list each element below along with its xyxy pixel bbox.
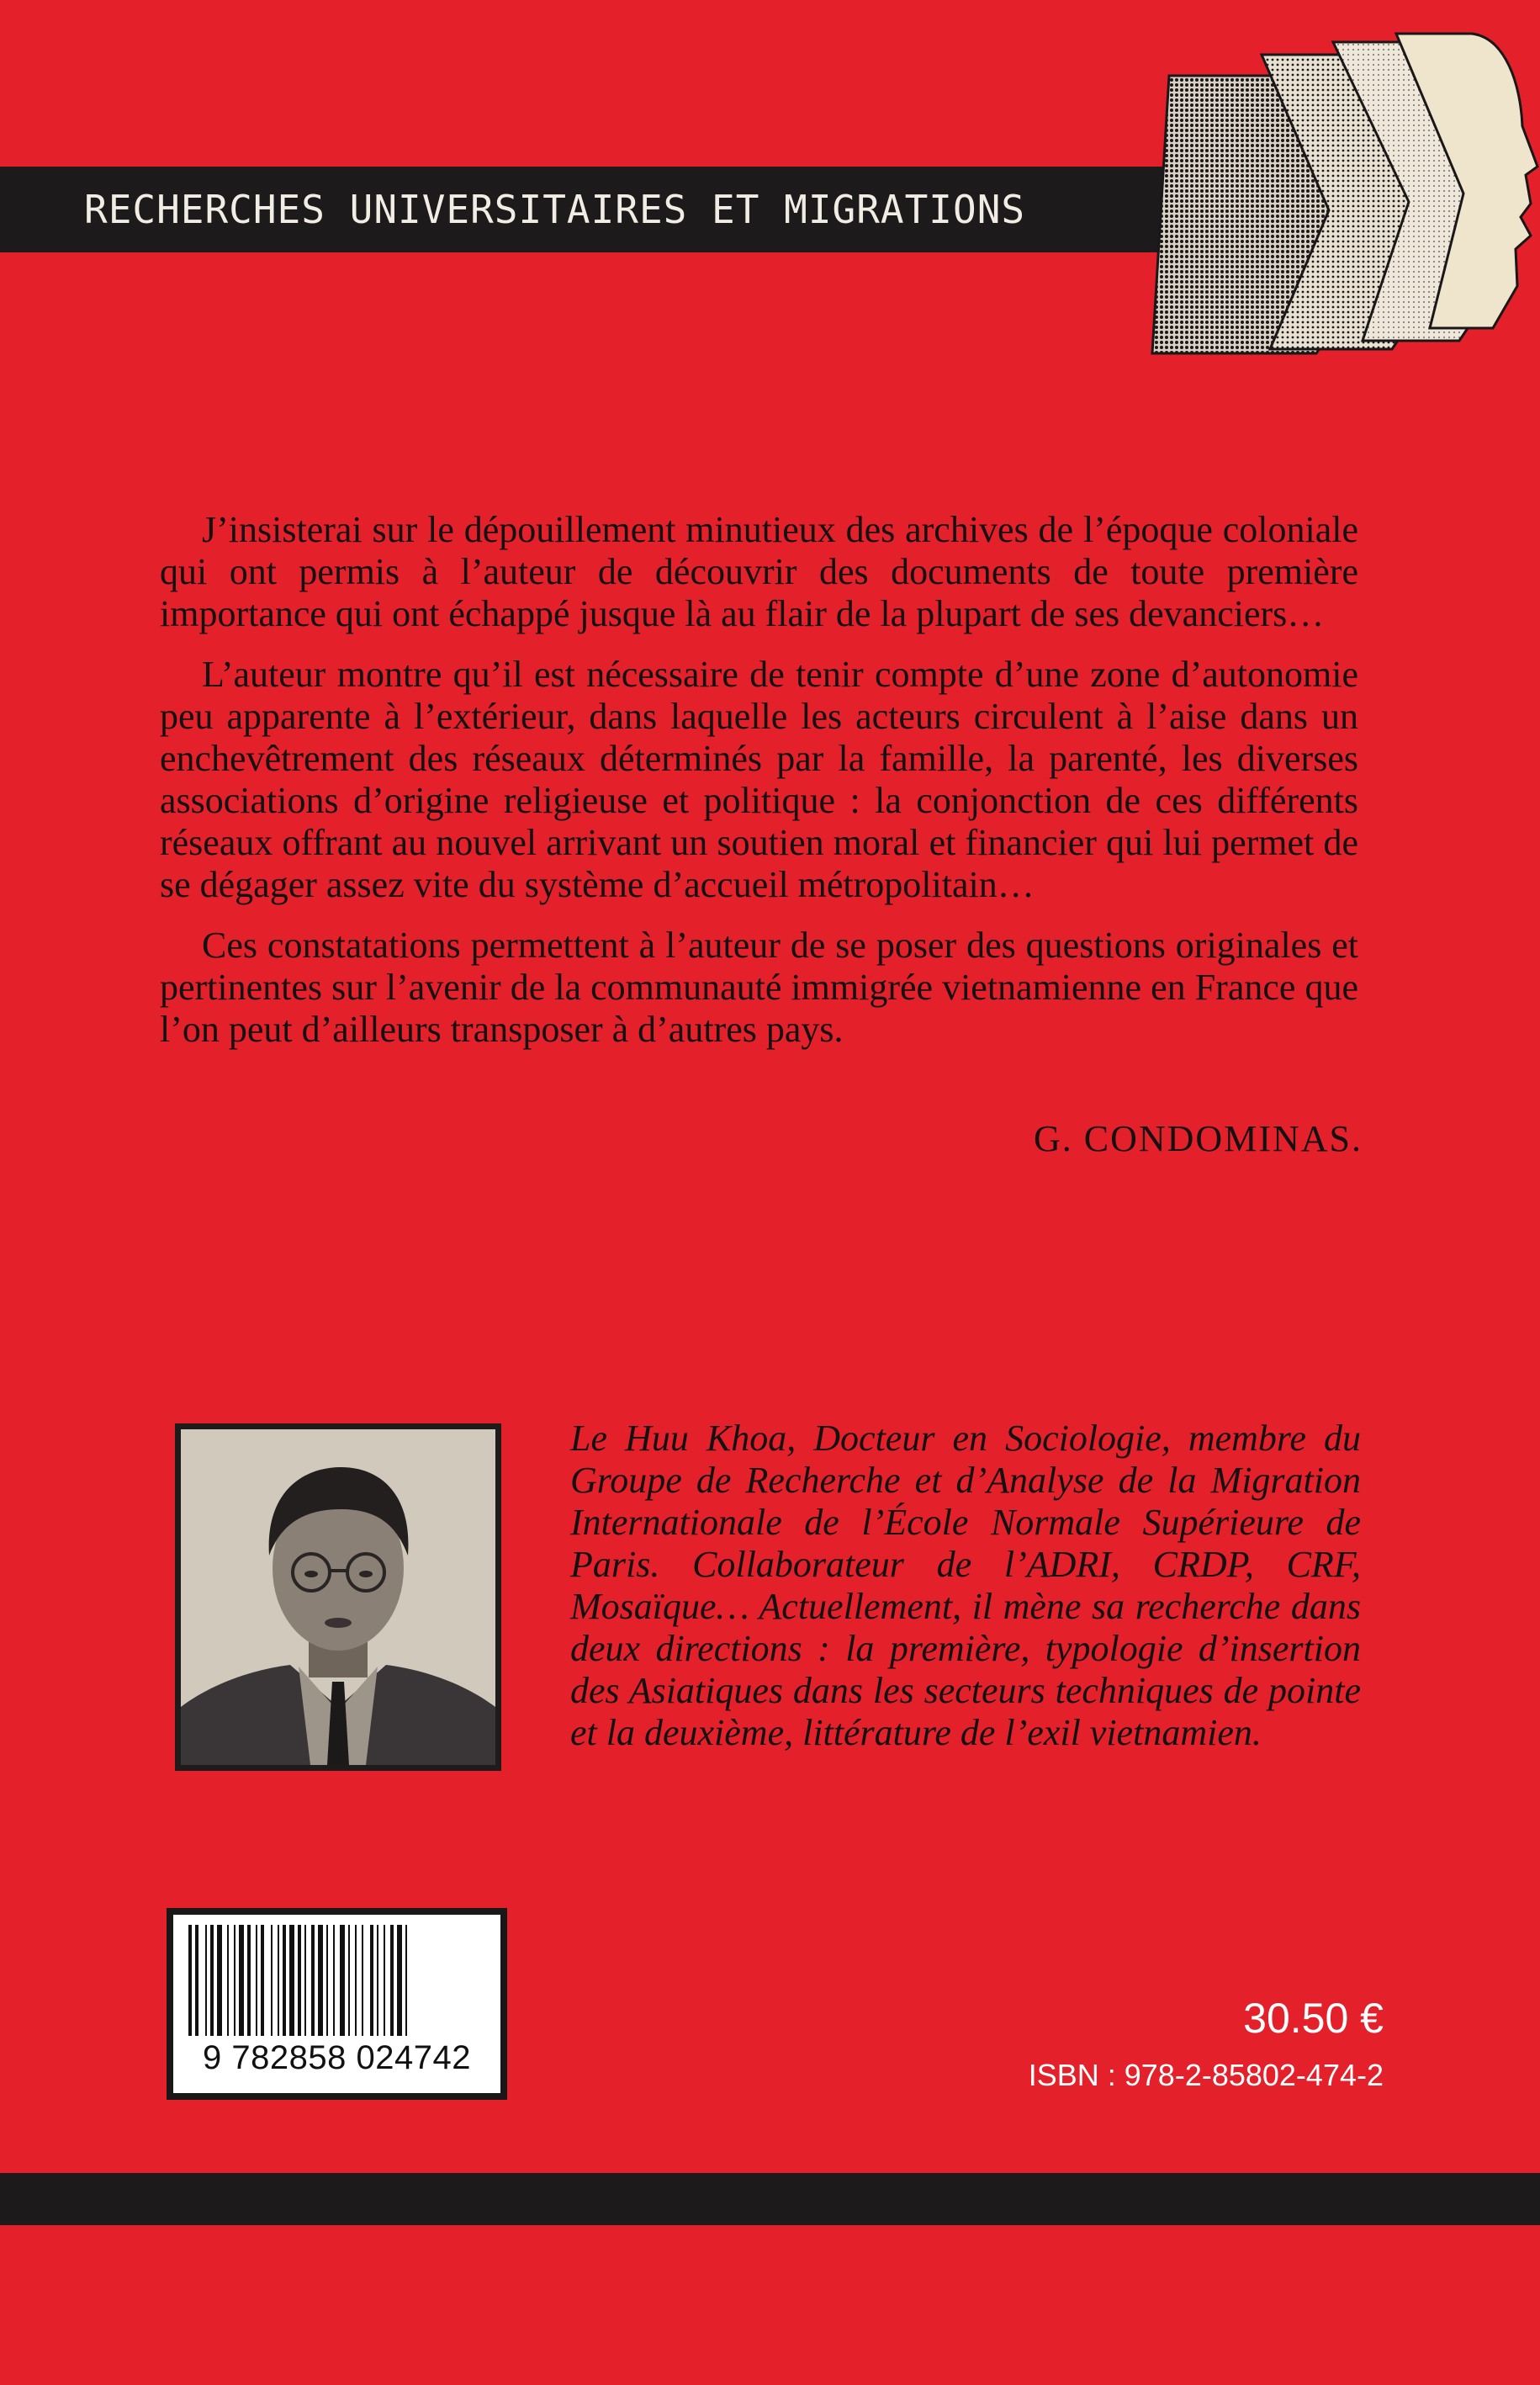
bottom-band [0,2173,1540,2225]
blurb-signature: G. CONDOMINAS. [1033,1118,1363,1159]
author-portrait-image [181,1429,495,1765]
barcode [167,1908,507,2100]
barcode-label [173,1915,500,2093]
isbn: ISBN : 978-2-85802-474-2 [1028,2058,1384,2092]
barcode-digits: 9 782858 024742 [203,2039,471,2076]
author-bio: Le Huu Khoa, Docteur en Sociologie, membre du Groupe de Recherche et d’Analyse de la Migration Internationale de l’École Normale Supérieure de Paris. Collaborateur de l’ADRI, CRDP, CRF, Mosaïque… Actuellement, il mène sa recherche dans deux directions : la première, typologie d’insertion des Asiatiques dans les secteurs techniques de pointe et la deuxième, littérature de l’exil vietnamien. [570,1418,1361,1753]
series-title: RECHERCHES UNIVERSITAIRES ET MIGRATIONS [84,187,1026,232]
blurb-paragraph: Ces constatations permettent à l’auteur de se poser des questions originales et pertinentes sur l’avenir de la communauté immigrée vietnamienne en France que l’on peut d’ailleurs transposer à d’autres pays. [160,925,1358,1050]
author-photo [175,1423,501,1771]
faces-profile-logo [1119,17,1539,404]
back-cover-blurb [160,509,1358,1069]
price: 30.50 € [1243,1995,1384,2042]
barcode-bars [185,1925,489,2041]
blurb-paragraph: J’insisterai sur le dépouillement minutieux des archives de l’époque coloniale qui ont permis à l’auteur de découvrir des documents de toute première importance qui ont échappé jusque là au flair de la plupart de ses devanciers… [160,509,1358,634]
blurb-paragraph: L’auteur montre qu’il est nécessaire de tenir compte d’une zone d’autonomie peu apparente à l’extérieur, dans laquelle les acteurs circulent à l’aise dans un enchevêtrement des réseaux déterminés par la famille, la parenté, les diverses associations d’origine religieuse et politique : la conjonction de ces différents réseaux offrant au nouvel arrivant un soutien moral et financier qui lui permet de se dégager assez vite du système d’accueil métropolitain… [160,654,1358,905]
